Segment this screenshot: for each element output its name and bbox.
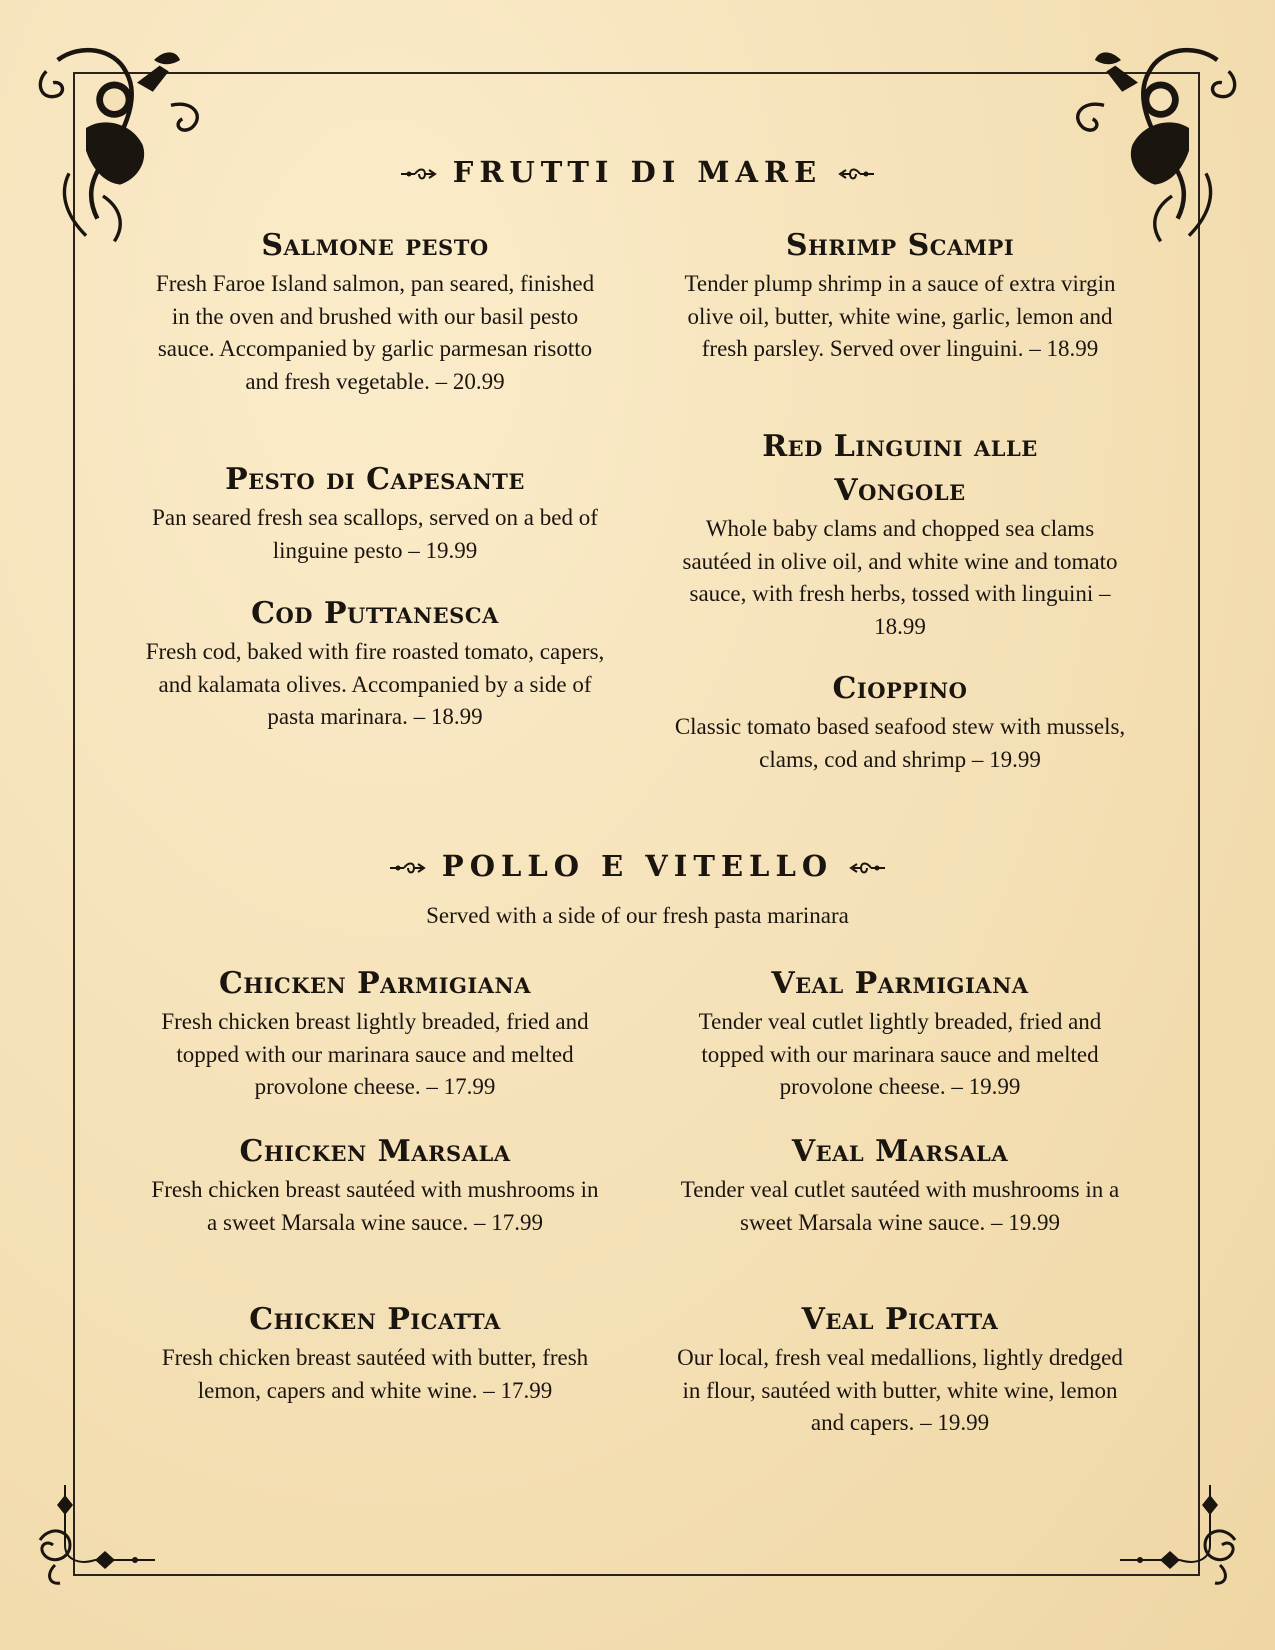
menu-item-veal-parmigiana <box>670 962 1130 1104</box>
item-description: Fresh chicken breast sautéed with butter, fresh lemon, capers and white wine. – 17.99 <box>161 1345 589 1403</box>
bottom-left-corner-flourish-icon <box>35 1485 165 1590</box>
item-name: Veal Parmigiana <box>771 966 1029 1001</box>
item-description: Fresh chicken breast lightly breaded, fried and topped with our marinara sauce and melted provolone cheese. – 17.99 <box>161 1009 589 1099</box>
scroll-flourish-icon <box>847 860 887 876</box>
menu-item-chicken-marsala <box>145 1130 605 1239</box>
item-name: Chicken Marsala <box>239 1134 511 1169</box>
item-description: Whole baby clams and chopped sea clams sautéed in olive oil, and white wine and tomato sauce, with fresh herbs, tossed with linguini – 18.99 <box>682 516 1118 639</box>
section-title-text: POLLO E VITELLO <box>441 849 834 883</box>
item-name: Veal Marsala <box>791 1134 1009 1169</box>
section-title-chicken-veal <box>0 849 1275 883</box>
top-left-cherub-icon <box>35 35 205 255</box>
menu-item-cioppino <box>670 667 1130 776</box>
item-description: Tender veal cutlet lightly breaded, fried and topped with our marinara sauce and melted provolone cheese. – 19.99 <box>698 1009 1102 1099</box>
menu-item-veal-picatta <box>670 1298 1130 1440</box>
item-description: Fresh cod, baked with fire roasted tomato, capers, and kalamata olives. Accompanied by a side of pasta marinara. – 18.99 <box>145 639 605 729</box>
bottom-right-corner-flourish-icon <box>1110 1485 1240 1590</box>
scroll-flourish-icon <box>836 166 876 182</box>
item-name: Cioppino <box>832 671 968 706</box>
item-description: Tender veal cutlet sautéed with mushrooms in a sweet Marsala wine sauce. – 19.99 <box>680 1177 1120 1235</box>
menu-item-cod-puttanesca <box>145 592 605 734</box>
item-description: Our local, fresh veal medallions, lightly dredged in flour, sautéed with butter, white wine, lemon and capers. – 19.99 <box>677 1345 1123 1435</box>
scroll-flourish-icon <box>399 166 439 182</box>
section-title-text: FRUTTI DI MARE <box>452 155 823 189</box>
item-name: Red Linguini alle Vongole <box>762 429 1038 508</box>
top-right-cherub-icon <box>1070 35 1240 255</box>
item-description: Fresh Faroe Island salmon, pan seared, finished in the oven and brushed with our basil pesto sauce. Accompanied by garlic parmesan risotto and fresh vegetable. – 20.99 <box>155 271 595 394</box>
item-description: Fresh chicken breast sautéed with mushrooms in a sweet Marsala wine sauce. – 17.99 <box>151 1177 599 1235</box>
menu-item-red-linguini-alle-vongole <box>670 425 1130 643</box>
item-description: Classic tomato based seafood stew with mussels, clams, cod and shrimp – 19.99 <box>674 714 1126 772</box>
section-subtitle: Served with a side of our fresh pasta marinara <box>426 903 849 928</box>
item-name: Chicken Parmigiana <box>218 966 532 1001</box>
section-title-seafood <box>0 155 1275 189</box>
item-name: Chicken Picatta <box>249 1302 501 1337</box>
menu-item-veal-marsala <box>670 1130 1130 1239</box>
item-name: Pesto di Capesante <box>225 462 525 497</box>
menu-item-chicken-parmigiana <box>145 962 605 1104</box>
item-description: Tender plump shrimp in a sauce of extra virgin olive oil, butter, white wine, garlic, lemon and fresh parsley. Served over linguini. – 18.99 <box>684 271 1116 361</box>
menu-item-salmone-pesto <box>145 224 605 398</box>
item-name: Veal Picatta <box>801 1302 999 1337</box>
menu-item-chicken-picatta <box>145 1298 605 1407</box>
scroll-flourish-icon <box>388 860 428 876</box>
menu-item-shrimp-scampi <box>670 224 1130 366</box>
item-description: Pan seared fresh sea scallops, served on a bed of linguine pesto – 19.99 <box>152 505 598 563</box>
item-name: Salmone pesto <box>261 228 489 263</box>
menu-item-pesto-di-capesante <box>145 458 605 567</box>
item-name: Cod Puttanesca <box>251 596 499 631</box>
item-name: Shrimp Scampi <box>785 228 1015 263</box>
